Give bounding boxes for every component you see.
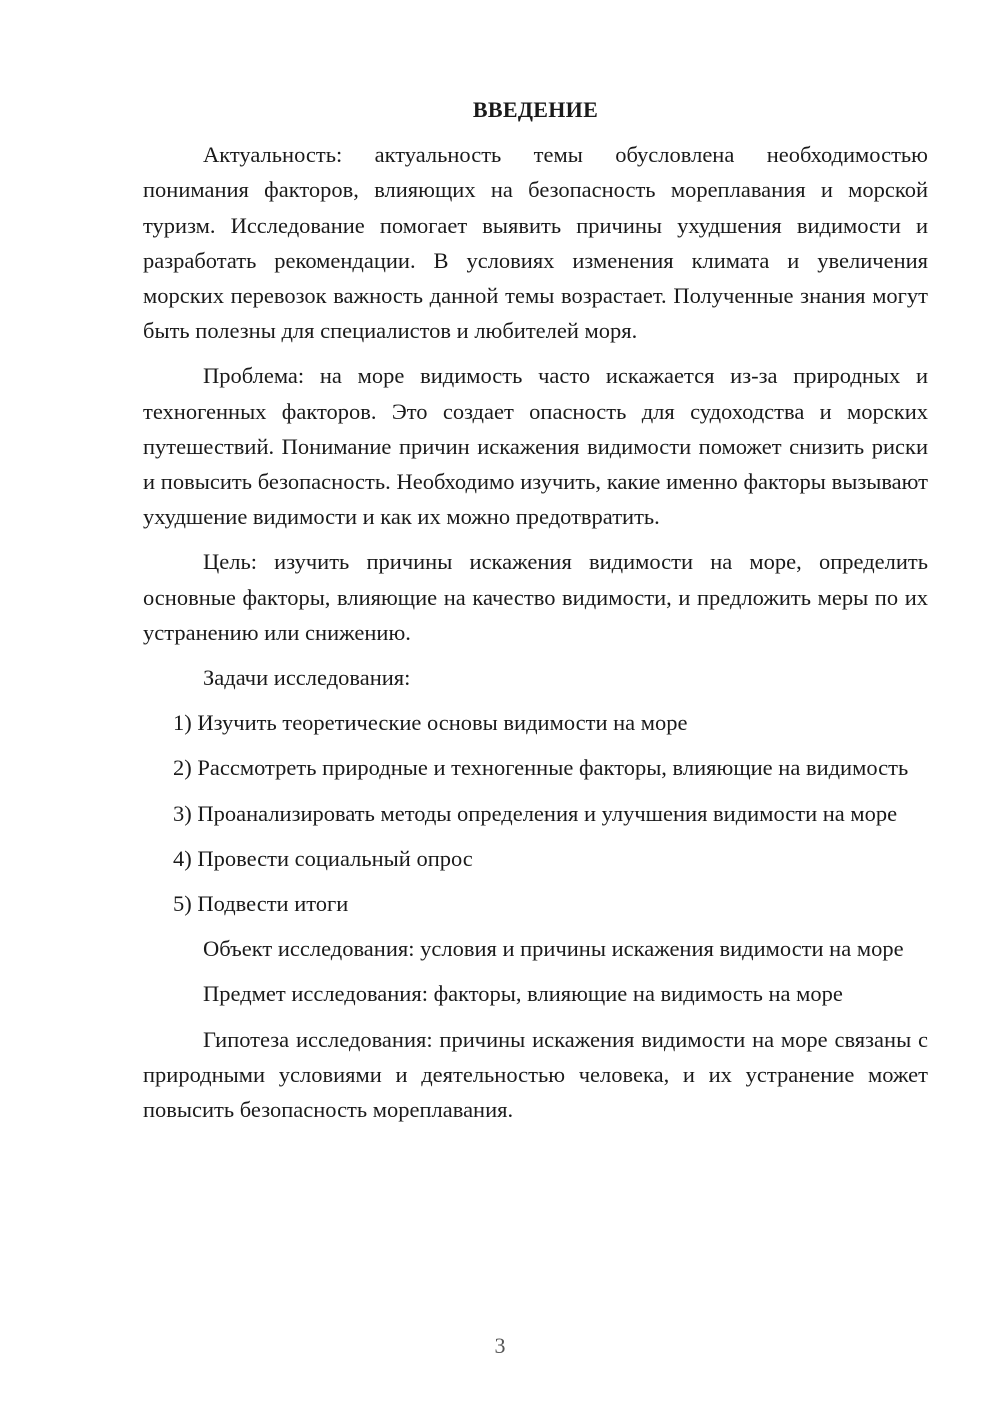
task-item-3: 3) Проанализировать методы определения и улучшения видимости на море — [173, 800, 898, 826]
task-item-1: 1) Изучить теоретические основы видимости на море — [173, 710, 688, 736]
relevance-paragraph: Актуальность: актуальность темы обусловлена необходимостью понимания факторов, влияющих на безопасность мореплавания и морской туризм. Исследование помогает выявить причины ухудшения видимости и разработать рекомендации. В условиях изменения климата и увеличения морских перевозок важность данной темы возрастает. Полученные знания могут быть полезны для специалистов и любителей моря. — [143, 142, 928, 344]
page-title: ВВЕДЕНИЕ — [472, 97, 599, 122]
page-number: 3 — [494, 1333, 506, 1358]
goal-paragraph: Цель: изучить причины искажения видимости на море, определить основные факторы, влияющие на качество видимости, и предложить меры по их устранению или снижению. — [143, 549, 928, 645]
subject-paragraph: Предмет исследования: факторы, влияющие на видимость на море — [203, 981, 843, 1007]
document-page — [143, 92, 928, 1137]
task-item-2: 2) Рассмотреть природные и техногенные факторы, влияющие на видимость — [173, 755, 909, 781]
problem-paragraph: Проблема: на море видимость часто искажается из-за природных и техногенных факторов. Это создает опасность для судоходства и морских путешествий. Понимание причин искажения видимости поможет снизить риски и повысить безопасность. Необходимо изучить, какие именно факторы вызывают ухудшение видимости и как их можно предотвратить. — [143, 363, 928, 530]
task-item-4: 4) Провести социальный опрос — [173, 845, 473, 871]
tasks-heading: Задачи исследования: — [203, 665, 411, 691]
hypothesis-paragraph: Гипотеза исследования: причины искажения видимости на море связаны с природными условиями и деятельностью человека, и их устранение может повысить безопасность мореплавания. — [143, 1026, 928, 1123]
task-item-5: 5) Подвести итоги — [173, 891, 349, 917]
object-paragraph: Объект исследования: условия и причины искажения видимости на море — [203, 936, 904, 962]
